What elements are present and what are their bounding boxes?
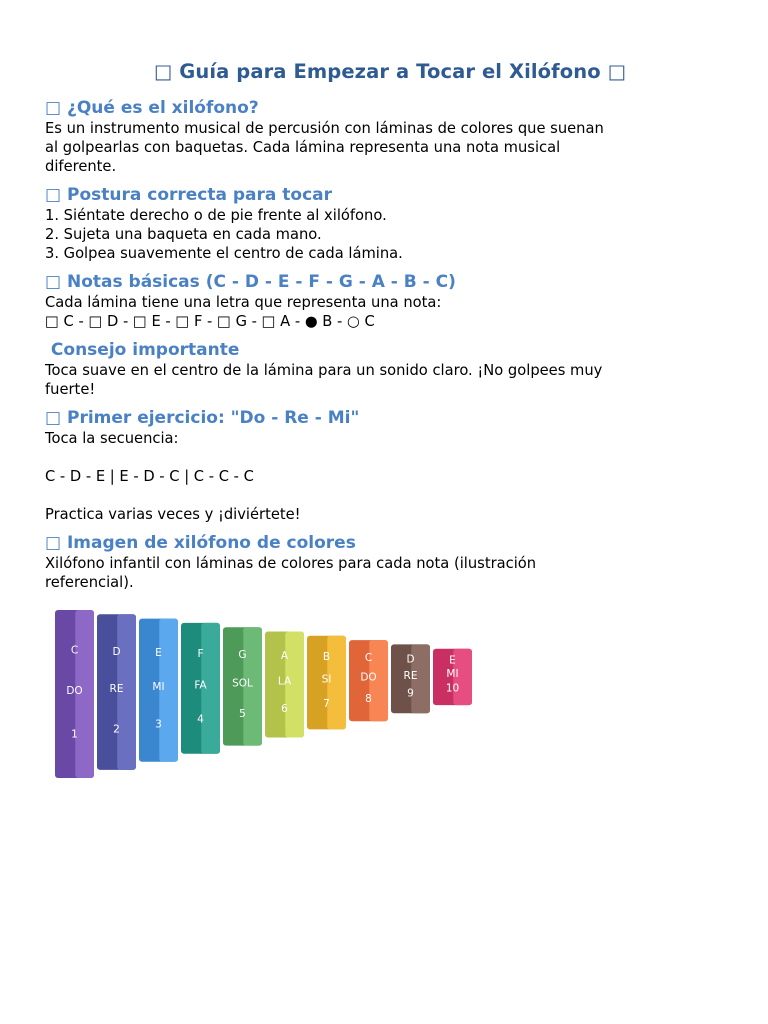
xylophone-bar-9 [391, 644, 430, 713]
bar-letter: D [112, 645, 121, 658]
paragraph-line: Practica varias veces y ¡diviértete! [45, 506, 301, 523]
paragraph-line: □ C - □ D - □ E - □ F - □ G - □ A - ● B - ○ C [45, 313, 375, 330]
bar-solfege: SI [321, 673, 332, 686]
paragraph-line: diferente. [45, 158, 117, 175]
bar-solfege: FA [194, 679, 207, 692]
bar-solfege: DO [360, 671, 377, 684]
xylophone-bar-3 [139, 619, 178, 762]
xylophone-bar-8 [349, 640, 388, 721]
bar-letter: E [155, 646, 162, 659]
paragraph-line: Toca suave en el centro de la lámina para un sonido claro. ¡No golpees muy [45, 362, 603, 379]
paragraph-line: Es un instrumento musical de percusión con láminas de colores que suenan [45, 120, 604, 137]
paragraph-line: 1. Siéntate derecho o de pie frente al xilófono. [45, 207, 387, 224]
xylophone-bar-10 [433, 649, 472, 705]
xylophone-bar-4 [181, 623, 220, 754]
bar-number: 7 [323, 697, 330, 710]
xylophone-bar-1 [55, 610, 94, 778]
bar-number: 3 [155, 718, 162, 731]
bar-letter: B [322, 651, 331, 664]
bar-letter: E [449, 654, 456, 667]
paragraph-line: al golpearlas con baquetas. Cada lámina representa una nota musical [45, 139, 561, 156]
xylophone-bar-6 [265, 632, 304, 738]
xylophone-bar-7 [307, 636, 346, 730]
bar-number: 8 [365, 692, 372, 705]
bar-solfege: MI [446, 667, 459, 680]
page-title: □ Guía para Empezar a Tocar el Xilófono □ [153, 60, 627, 83]
bar-number: 6 [281, 703, 288, 716]
paragraph-line: 2. Sujeta una baqueta en cada mano. [45, 226, 322, 243]
bar-number: 5 [239, 708, 246, 721]
bar-letter: C [70, 644, 79, 657]
bar-number: 10 [445, 682, 460, 695]
paragraph-line: referencial). [45, 574, 134, 591]
section-heading: □ Primer ejercicio: "Do - Re - Mi" [45, 408, 360, 428]
xylophone-bar-2 [97, 614, 136, 770]
paragraph-line: Xilófono infantil con láminas de colores para cada nota (ilustración [45, 555, 537, 572]
paragraph-line: Toca la secuencia: [45, 430, 179, 447]
bar-solfege: LA [277, 675, 292, 688]
paragraph-line: C - D - E | E - D - C | C - C - C [45, 468, 254, 485]
section-heading: □ Postura correcta para tocar [45, 185, 333, 205]
bar-letter: D [406, 653, 415, 666]
bar-letter: A [280, 650, 289, 663]
paragraph-line: fuerte! [45, 381, 96, 398]
paragraph-line: Cada lámina tiene una letra que representa una nota: [45, 294, 442, 311]
bar-solfege: SOL [232, 677, 253, 690]
bar-solfege: RE [109, 683, 124, 696]
section-heading: □ Imagen de xilófono de colores [45, 533, 356, 553]
bar-solfege: RE [403, 669, 418, 682]
bar-solfege: DO [66, 685, 83, 697]
paragraph-line: 3. Golpea suavemente el centro de cada lámina. [45, 245, 403, 262]
section-heading: □ ¿Qué es el xilófono? [45, 98, 259, 118]
bar-solfege: MI [152, 681, 165, 694]
section-heading: Consejo importante [45, 340, 240, 360]
bar-letter: G [238, 648, 247, 661]
bar-number: 1 [71, 728, 78, 741]
section-heading: □ Notas básicas (C - D - E - F - G - A - B - C) [45, 272, 456, 292]
bar-number: 2 [113, 723, 120, 736]
bar-number: 9 [407, 687, 414, 700]
bar-number: 4 [197, 713, 204, 726]
bar-letter: C [364, 652, 373, 665]
bar-letter: F [197, 647, 204, 660]
xylophone-bar-5 [223, 627, 262, 745]
